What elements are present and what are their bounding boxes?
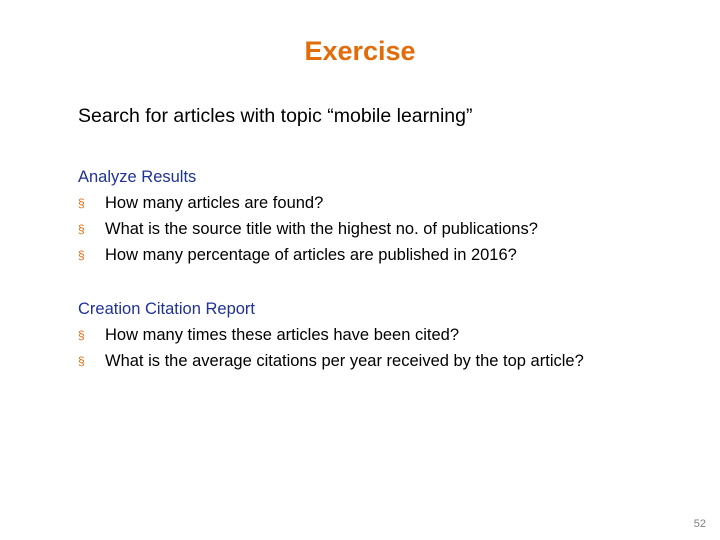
bullet-icon: § [78,196,85,210]
citation-report-section [78,296,658,374]
list-item [78,242,658,268]
bullet-icon: § [78,248,85,262]
list-item [78,190,658,216]
section-heading: Creation Citation Report [78,300,256,318]
bullet-icon: § [78,328,85,342]
bullet-icon: § [78,222,85,236]
analyze-results-section [78,164,658,268]
bullet-icon: § [78,354,85,368]
list-item [78,322,658,348]
list-item [78,216,658,242]
list-item-text: How many articles are found? [105,194,324,212]
list-item-text: What is the source title with the highest no. of publications? [105,220,538,238]
page-number: 52 [693,518,706,530]
list-item-text: What is the average citations per year received by the top article? [105,352,584,370]
list-item-text: How many percentage of articles are published in 2016? [105,246,517,264]
list-item-text: How many times these articles have been cited? [105,326,460,344]
task-instruction: Search for articles with topic “mobile learning” [78,105,473,127]
section-heading: Analyze Results [78,168,197,186]
list-item [78,348,658,374]
slide-title: Exercise [304,36,416,66]
